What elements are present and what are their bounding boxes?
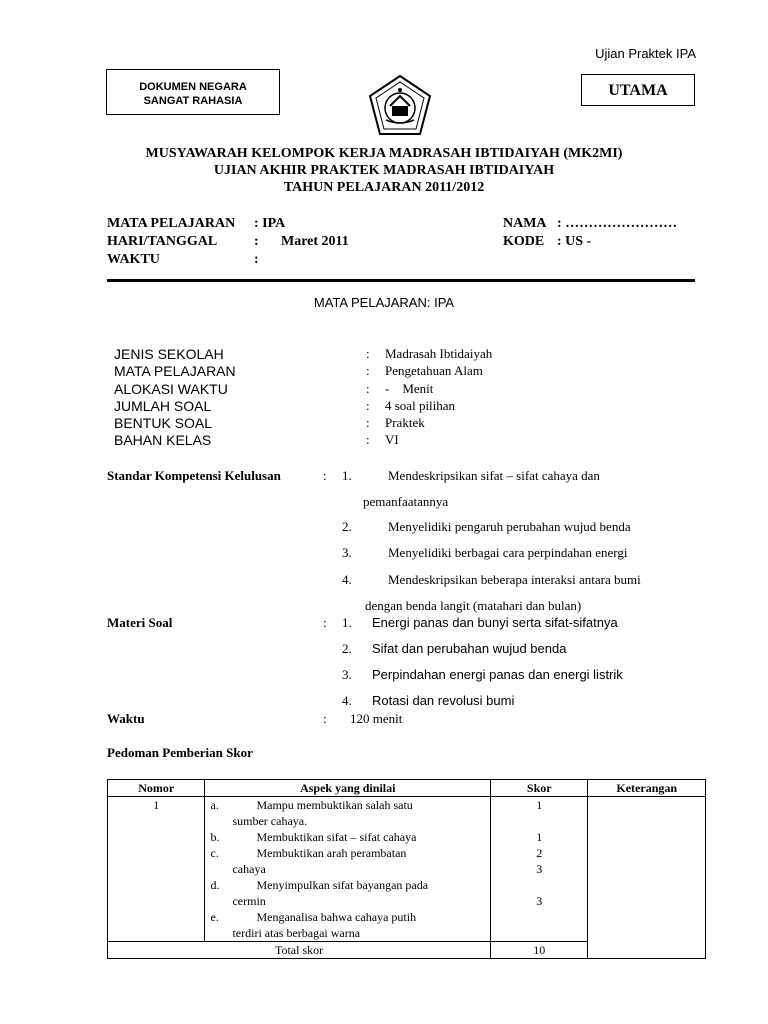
score-value: 3	[536, 862, 543, 876]
aspect-text: Membuktikan sifat – sifat cahaya	[256, 830, 417, 844]
skl-item-continued: dengan benda langit (matahari dan bulan)	[365, 598, 582, 613]
waktu-label: WAKTU	[107, 252, 160, 267]
column-header-keterangan: Keterangan	[588, 780, 706, 797]
materi-item: Perpindahan energi panas dan energi listrik	[372, 667, 623, 682]
column-header-skor: Skor	[491, 780, 588, 797]
total-value: 10	[491, 942, 588, 959]
column-header-nomor: Nomor	[108, 780, 205, 797]
classification-box	[106, 69, 280, 115]
info-value: VI	[385, 432, 399, 447]
skl-item: Mendeskripsikan beberapa interaksi antara bumi	[388, 572, 641, 587]
info-label: JUMLAH SOAL	[114, 398, 212, 414]
aspect-text-continued: cahaya	[232, 862, 266, 876]
table-row	[108, 797, 706, 942]
mapel-label: MATA PELAJARAN	[107, 216, 236, 231]
skl-number: 2.	[342, 519, 352, 534]
column-header-aspek: Aspek yang dinilai	[205, 780, 491, 797]
utama-badge: UTAMA	[581, 74, 695, 106]
score-value: 1	[536, 830, 543, 844]
materi-label: Materi Soal	[107, 615, 173, 630]
waktu-section-value: 120 menit	[350, 711, 403, 726]
score-value: 3	[536, 894, 543, 908]
kode-label: KODE	[503, 234, 545, 249]
score-value: 2	[536, 846, 543, 860]
info-colon: :	[366, 363, 370, 378]
materi-number: 1.	[342, 615, 352, 630]
table-header-row	[108, 780, 706, 797]
aspect-letter: d.	[210, 878, 220, 892]
info-label: MATA PELAJARAN	[114, 363, 236, 379]
info-colon: :	[366, 346, 370, 361]
mapel-value: : IPA	[254, 216, 286, 231]
info-value: - Menit	[385, 381, 434, 396]
skl-item-continued: pemanfaatannya	[363, 494, 449, 509]
aspect-text: Mampu membuktikan salah satu	[256, 798, 413, 812]
info-value: Praktek	[385, 415, 425, 430]
header-divider	[107, 279, 695, 282]
nama-value: : ……………………	[557, 216, 678, 231]
aspect-item	[205, 797, 490, 829]
keterangan-cell	[588, 797, 706, 959]
score-value	[491, 877, 587, 893]
skl-colon: :	[323, 468, 327, 483]
score-table	[107, 779, 706, 959]
waktu-section-label: Waktu	[107, 711, 145, 726]
info-value: Pengetahuan Alam	[385, 363, 483, 378]
classification-line-1: DOKUMEN NEGARA	[139, 81, 247, 93]
aspect-letter: e.	[210, 910, 219, 924]
aspect-text-continued: cermin	[232, 894, 266, 908]
waktu-section-colon: :	[323, 711, 327, 726]
aspect-item	[205, 845, 490, 877]
title-line-2: UJIAN AKHIR PRAKTEK MADRASAH IBTIDAIYAH	[213, 163, 555, 178]
aspect-text-continued: sumber cahaya.	[232, 814, 308, 828]
aspect-item	[205, 877, 490, 909]
info-value: 4 soal pilihan	[385, 398, 456, 413]
info-label: JENIS SEKOLAH	[114, 346, 224, 362]
materi-number: 4.	[342, 693, 352, 708]
score-value	[491, 813, 587, 829]
subject-subtitle: MATA PELAJARAN: IPA	[313, 295, 455, 310]
aspect-text: Membuktikan arah perambatan	[256, 846, 407, 860]
skl-number: 4.	[342, 572, 352, 587]
title-line-3: TAHUN PELAJARAN 2011/2012	[283, 180, 485, 195]
aspect-item	[205, 909, 490, 941]
aspect-text-continued: terdiri atas berbagai warna	[232, 926, 361, 940]
skl-label: Standar Kompetensi Kelulusan	[107, 468, 281, 483]
materi-item: Energi panas dan bunyi serta sifat-sifatnya	[372, 615, 618, 630]
aspect-letter: c.	[210, 846, 219, 860]
skl-item: Menyelidiki berbagai cara perpindahan energi	[388, 545, 628, 560]
hari-colon: :	[254, 234, 259, 249]
hari-label: HARI/TANGGAL	[107, 234, 218, 249]
skl-number: 1.	[342, 468, 352, 483]
skl-number: 3.	[342, 545, 352, 560]
info-label: BAHAN KELAS	[114, 432, 212, 448]
score-value: 1	[536, 798, 543, 812]
info-colon: :	[366, 432, 370, 447]
score-cell	[491, 797, 588, 942]
aspect-cell	[205, 797, 491, 942]
header-subject-label: Ujian Praktek IPA	[595, 46, 696, 61]
waktu-colon: :	[254, 252, 259, 267]
nama-label: NAMA	[503, 216, 547, 231]
skl-item: Mendeskripsikan sifat – sifat cahaya dan	[388, 468, 600, 483]
materi-item: Sifat dan perubahan wujud benda	[372, 641, 567, 656]
aspect-letter: b.	[210, 830, 220, 844]
aspect-text: Menyimpulkan sifat bayangan pada	[256, 878, 429, 892]
skl-item: Menyelidiki pengaruh perubahan wujud benda	[388, 519, 631, 534]
aspect-text: Menganalisa bahwa cahaya putih	[256, 910, 417, 924]
kode-value: : US -	[557, 234, 592, 249]
aspect-item	[205, 829, 490, 845]
total-label: Total skor	[108, 942, 491, 959]
ministry-emblem-icon	[366, 74, 434, 138]
aspect-letter: a.	[210, 798, 219, 812]
materi-item: Rotasi dan revolusi bumi	[372, 693, 515, 708]
info-label: BENTUK SOAL	[114, 415, 213, 431]
pedoman-title: Pedoman Pemberian Skor	[107, 745, 253, 760]
info-colon: :	[366, 398, 370, 413]
info-colon: :	[366, 381, 370, 396]
info-label: ALOKASI WAKTU	[114, 381, 228, 397]
info-colon: :	[366, 415, 370, 430]
title-line-1: MUSYAWARAH KELOMPOK KERJA MADRASAH IBTIDAIYAH (MK2MI)	[145, 146, 623, 161]
classification-line-2: SANGAT RAHASIA	[143, 95, 243, 107]
materi-number: 2.	[342, 641, 352, 656]
materi-colon: :	[323, 615, 327, 630]
materi-number: 3.	[342, 667, 352, 682]
hari-value: Maret 2011	[281, 234, 349, 249]
row-number: 1	[108, 797, 205, 942]
info-value: Madrasah Ibtidaiyah	[385, 346, 493, 361]
